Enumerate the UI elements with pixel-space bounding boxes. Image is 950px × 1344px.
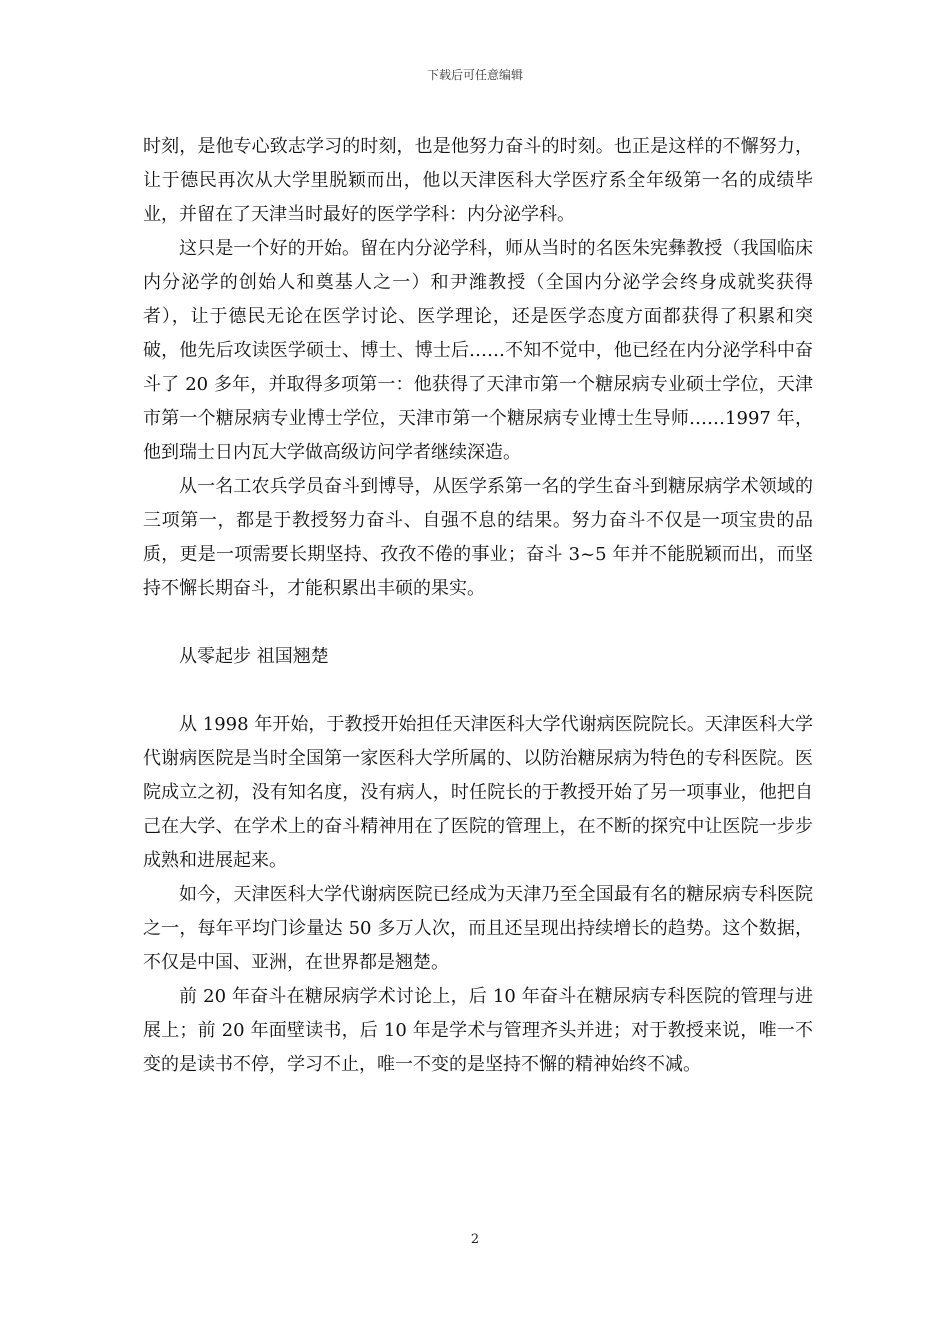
spacer <box>143 674 813 708</box>
paragraph-1: 时刻，是他专心致志学习的时刻，也是他努力奋斗的时刻。也正是这样的不懈努力，让于德民再次从大学里脱颖而出，他以天津医科大学医疗系全年级第一名的成绩毕业，并留在了天津当时最好的医学学科：内分泌学科。 <box>143 136 813 225</box>
paragraph-2: 这只是一个好的开始。留在内分泌学科，师从当时的名医朱宪彝教授（我国临床内分泌学的创始人和奠基人之一）和尹潍教授（全国内分泌学会终身成就奖获得者），让于德民无论在医学讨论、医学理论，还是医学态度方面都获得了积累和突破，他先后攻读医学硕士、博士、博士后……不知不觉中，他已经在内分泌学科中奋斗了 20 多年，并取得多项第一：他获得了天津市第一个糖尿病专业硕士学位，天津市第一个糖尿病专业博士学位，天津市第一个糖尿病专业博士生导师……1997 年，他到瑞士日内瓦大学做高级访问学者继续深造。 <box>143 238 813 463</box>
document-body <box>143 130 813 1082</box>
spacer <box>143 606 813 640</box>
page-header: 下载后可任意编辑 <box>426 68 523 82</box>
paragraph-3: 从一名工农兵学员奋斗到博导，从医学系第一名的学生奋斗到糖尿病学术领域的三项第一，都是于教授努力奋斗、自强不息的结果。努力奋斗不仅是一项宝贵的品质，更是一项需要长期坚持、孜孜不倦的事业；奋斗 3~5 年并不能脱颖而出，而坚持不懈长期奋斗，才能积累出丰硕的果实。 <box>143 476 813 599</box>
page-number: 2 <box>470 1232 480 1247</box>
paragraph-4: 从 1998 年开始，于教授开始担任天津医科大学代谢病医院院长。天津医科大学代谢病医院是当时全国第一家医科大学所属的、以防治糖尿病为特色的专科医院。医院成立之初，没有知名度，没有病人，时任院长的于教授开始了另一项事业，他把自己在大学、在学术上的奋斗精神用在了医院的管理上，在不断的探究中让医院一步步成熟和进展起来。 <box>143 714 813 871</box>
paragraph-6: 前 20 年奋斗在糖尿病学术讨论上，后 10 年奋斗在糖尿病专科医院的管理与进展上；前 20 年面壁读书，后 10 年是学术与管理齐头并进；对于教授来说，唯一不变的是读书不停，学习不止，唯一不变的是坚持不懈的精神始终不减。 <box>143 986 813 1075</box>
paragraph-5: 如今，天津医科大学代谢病医院已经成为天津乃至全国最有名的糖尿病专科医院之一，每年平均门诊量达 50 多万人次，而且还呈现出持续增长的趋势。这个数据，不仅是中国、亚洲，在世界都是翘楚。 <box>143 884 813 973</box>
section-heading: 从零起步 祖国翘楚 <box>179 646 329 667</box>
